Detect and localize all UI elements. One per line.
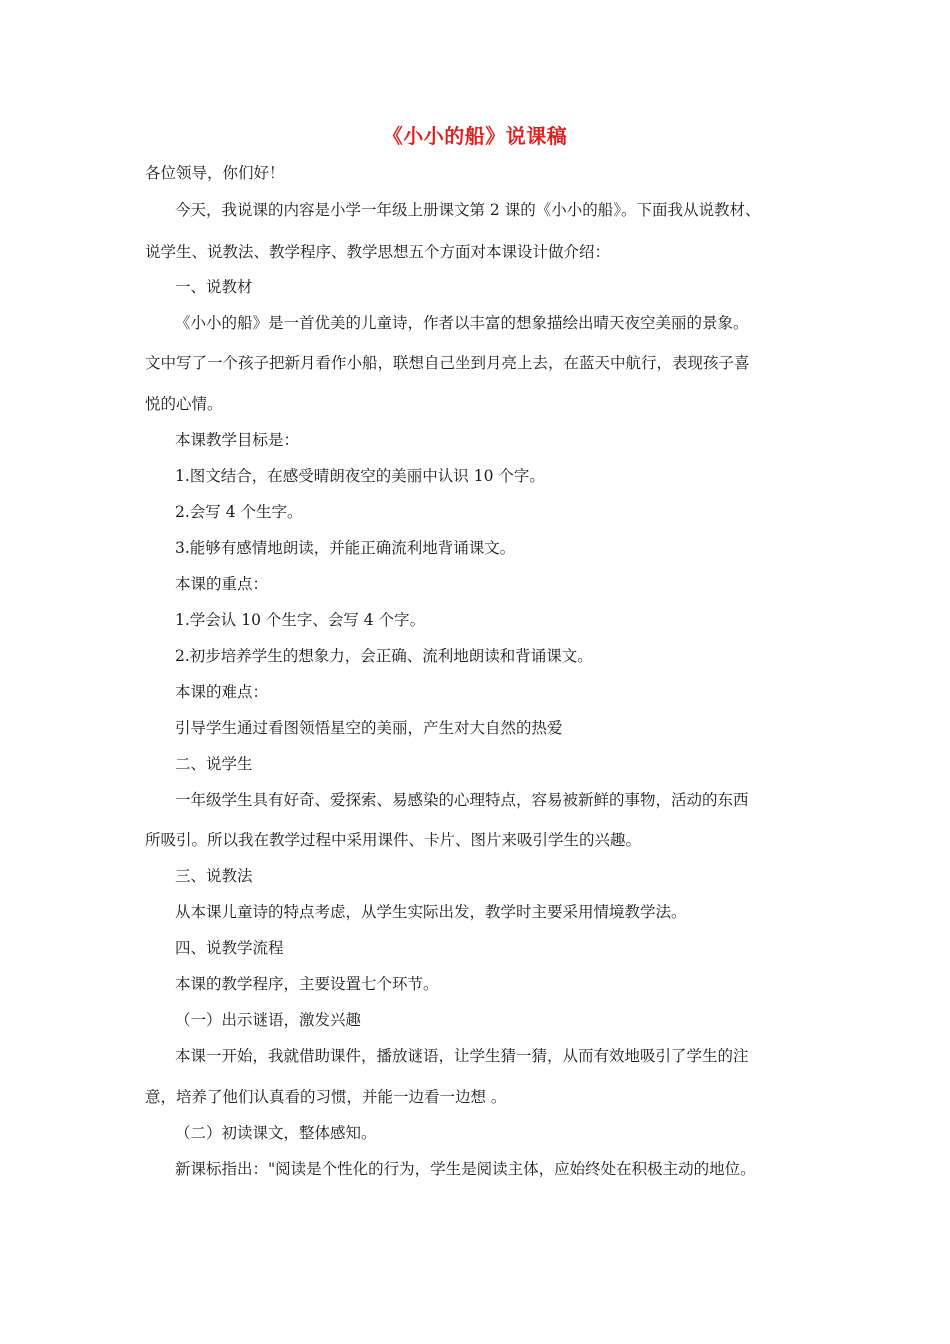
section-heading: 三、说教法 xyxy=(175,867,253,885)
paragraph-line: 说学生、说教法、教学程序、教学思想五个方面对本课设计做介绍： xyxy=(145,243,611,261)
section-heading: 二、说学生 xyxy=(175,755,253,773)
paragraph-line: 引导学生通过看图领悟星空的美丽，产生对大自然的热爱 xyxy=(175,719,563,737)
list-item: 3.能够有感情地朗读，并能正确流利地背诵课文。 xyxy=(175,539,516,557)
paragraph-line: 新课标指出："阅读是个性化的行为，学生是阅读主体，应始终处在积极主动的地位。 xyxy=(175,1160,756,1178)
document-title: 《小小的船》说课稿 xyxy=(382,124,568,148)
greeting-line: 各位领导，你们好！ xyxy=(145,164,285,182)
list-item: 1.学会认 10 个生字、会写 4 个字。 xyxy=(175,611,426,629)
paragraph-line: 从本课儿童诗的特点考虑，从学生实际出发，教学时主要采用情境教学法。 xyxy=(175,903,687,921)
paragraph-line: 本课的难点： xyxy=(175,683,269,701)
section-heading: 一、说教材 xyxy=(175,278,253,296)
paragraph-line: 悦的心情。 xyxy=(145,395,223,413)
paragraph-line: 文中写了一个孩子把新月看作小船，联想自己坐到月亮上去，在蓝天中航行，表现孩子喜 xyxy=(145,354,750,372)
list-item: 2.初步培养学生的想象力，会正确、流利地朗读和背诵课文。 xyxy=(175,647,593,665)
paragraph-line: 所吸引。所以我在教学过程中采用课件、卡片、图片来吸引学生的兴趣。 xyxy=(145,831,642,849)
paragraph-line: 本课的教学程序，主要设置七个环节。 xyxy=(175,975,439,993)
paragraph-line: 本课一开始，我就借助课件，播放谜语，让学生猜一猜，从而有效地吸引了学生的注 xyxy=(175,1047,749,1065)
paragraph-line: 今天，我说课的内容是小学一年级上册课文第 2 课的《小小的船》。下面我从说教材、 xyxy=(175,201,761,219)
paragraph-line: 本课教学目标是： xyxy=(175,431,300,449)
list-item: 1.图文结合，在感受晴朗夜空的美丽中认识 10 个字。 xyxy=(175,467,545,485)
subsection-heading: （二）初读课文，整体感知。 xyxy=(175,1124,377,1142)
list-item: 2.会写 4 个生字。 xyxy=(175,503,303,521)
section-heading: 四、说教学流程 xyxy=(175,939,284,957)
paragraph-line: 一年级学生具有好奇、爱探索、易感染的心理特点，容易被新鲜的事物，活动的东西 xyxy=(175,791,749,809)
paragraph-line: 意，培养了他们认真看的习惯，并能一边看一边想 。 xyxy=(145,1088,507,1106)
paragraph-line: 本课的重点： xyxy=(175,575,269,593)
subsection-heading: （一）出示谜语，激发兴趣 xyxy=(175,1011,362,1029)
paragraph-line: 《小小的船》是一首优美的儿童诗，作者以丰富的想象描绘出晴天夜空美丽的景象。 xyxy=(175,314,749,332)
